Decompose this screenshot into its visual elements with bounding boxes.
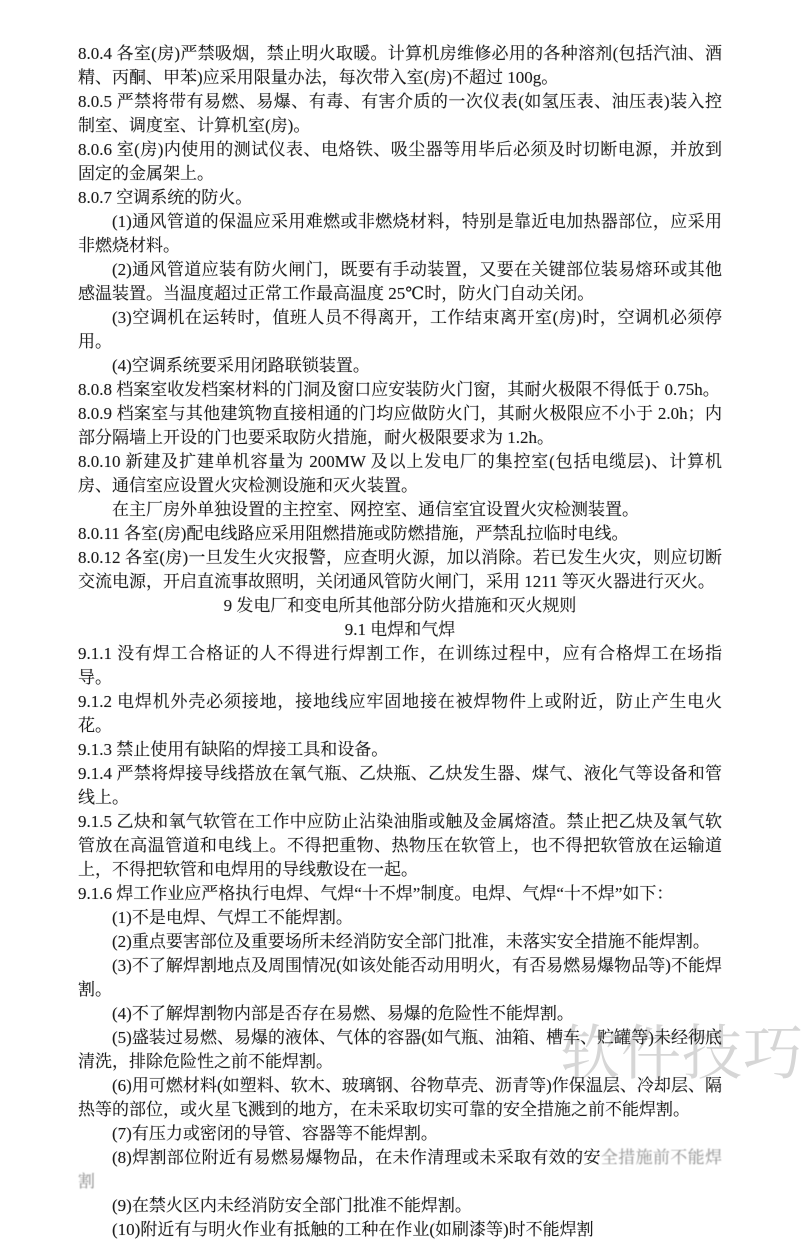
paragraph: 8.0.11 各室(房)配电线路应采用阻燃措施或防燃措施，严禁乱拉临时电线。 [78, 524, 629, 543]
paragraph: 9.1.4 严禁将焊接导线搭放在氧气瓶、乙炔瓶、乙炔发生器、煤气、液化气等设备和管线上。 [78, 764, 722, 807]
paragraph: 9.1.3 禁止使用有缺陷的焊接工具和设备。 [78, 740, 389, 759]
paragraph: (3)不了解焊割地点及周围情况(如该处能否动用明火，有否易燃易爆物品等)不能焊割。 [78, 956, 722, 999]
paragraph: 8.0.7 空调系统的防火。 [78, 188, 253, 207]
section-heading: 9 发电厂和变电所其他部分防火措施和灭火规则 [223, 596, 577, 615]
paragraph: 9.1.6 焊工作业应严格执行电焊、气焊“十不焊”制度。电焊、气焊“十不焊”如下： [78, 884, 674, 903]
paragraph: 8.0.10 新建及扩建单机容量为 200MW 及以上发电厂的集控室(包括电缆层)、计算机房、通信室应设置火灾检测设施和灭火装置。 [78, 452, 722, 495]
paragraph: 8.0.9 档案室与其他建筑物直接相通的门均应做防火门，其耐火极限应不小于 2.0h；内部分隔墙上开设的门也要采取防火措施，耐火极限要求为 1.2h。 [78, 404, 722, 447]
paragraph: 在主厂房外单独设置的主控室、网控室、通信室宜设置火灾检测装置。 [112, 500, 639, 519]
paragraph: (7)有压力或密闭的导管、容器等不能焊割。 [112, 1124, 438, 1143]
paragraph: 8.0.4 各室(房)严禁吸烟，禁止明火取暖。计算机房维修必用的各种溶剂(包括汽油、酒精、丙酮、甲苯)应采用限量办法，每次带入室(房)不超过 100g。 [78, 44, 722, 87]
paragraph: 9.1.5 乙炔和氧气软管在工作中应防止沾染油脂或触及金属熔渣。禁止把乙炔及氧气软管放在高温管道和电线上。不得把重物、热物压在软管上，也不得把软管放在运输道上，不得把软管和电焊用的导线敷设在一起。 [78, 812, 722, 879]
watermark-text: 软件技巧 [560, 1020, 804, 1087]
paragraph: (6)用可燃材料(如塑料、软木、玻璃钢、谷物草壳、沥青等)作保温层、冷却层、隔热等的部位，或火星飞溅到的地方，在未采取切实可靠的安全措施之前不能焊割。 [78, 1076, 722, 1119]
paragraph: (10)附近有与明火作业有抵触的工种在作业(如刷漆等)时不能焊割 [112, 1220, 594, 1239]
paragraph: (4)空调系统要采用闭路联锁装置。 [112, 356, 370, 375]
paragraph: (8)焊割部位附近有易燃易爆物品，在未作清理或未采取有效的安全措施前不能焊割 [78, 1148, 723, 1191]
section-heading: 9.1 电焊和气焊 [344, 620, 456, 639]
paragraph: 8.0.6 室(房)内使用的测试仪表、电烙铁、吸尘器等用毕后必须及时切断电源，并放到固定的金属架上。 [78, 140, 722, 183]
paragraph: (1)不是电焊、气焊工不能焊割。 [112, 908, 353, 927]
paragraph: (2)通风管道应装有防火闸门，既要有手动装置，又要在关键部位装易熔环或其他感温装置。当温度超过正常工作最高温度 25℃时，防火门自动关闭。 [78, 260, 722, 303]
paragraph: (4)不了解焊割物内部是否存在易燃、易爆的危险性不能焊割。 [112, 1004, 574, 1023]
faded-text: 全措施前不能焊割 [78, 1148, 723, 1191]
paragraph: 9.1.2 电焊机外壳必须接地，接地线应牢固地接在被焊物件上或附近，防止产生电火花。 [78, 692, 722, 735]
paragraph: (5)盛装过易燃、易爆的液体、气体的容器(如气瓶、油箱、槽车、贮罐等)未经彻底清洗，排除危险性之前不能焊割。 [78, 1028, 722, 1071]
paragraph: 8.0.5 严禁将带有易燃、易爆、有毒、有害介质的一次仪表(如氢压表、油压表)装入控制室、调度室、计算机室(房)。 [78, 92, 722, 135]
paragraph: 9.1.1 没有焊工合格证的人不得进行焊割工作，在训练过程中，应有合格焊工在场指导。 [78, 644, 722, 687]
paragraph: (1)通风管道的保温应采用难燃或非燃烧材料，特别是靠近电加热器部位，应采用非燃烧材料。 [78, 212, 722, 255]
paragraph: (9)在禁火区内未经消防安全部门批准不能焊割。 [112, 1196, 472, 1215]
paragraph: 8.0.12 各室(房)一旦发生火灾报警，应查明火源，加以消除。若已发生火灾，则应切断交流电源，开启直流事故照明，关闭通风管防火闸门，采用 1211 等灭火器进行灭火。 [78, 548, 722, 591]
paragraph: (3)空调机在运转时，值班人员不得离开，工作结束离开室(房)时，空调机必须停用。 [78, 308, 722, 351]
document-body [78, 42, 722, 1242]
paragraph: 8.0.8 档案室收发档案材料的门洞及窗口应安装防火门窗，其耐火极限不得低于 0.75h。 [78, 380, 720, 399]
paragraph: (2)重点要害部位及重要场所未经消防安全部门批准，未落实安全措施不能焊割。 [112, 932, 710, 951]
